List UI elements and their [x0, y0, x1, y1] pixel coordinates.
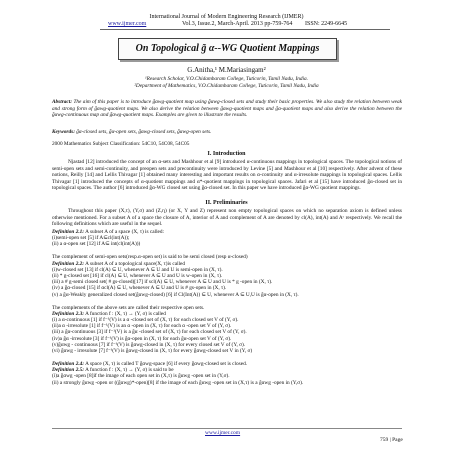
keywords-text: g̃α-closed sets, g̃α-open sets, g̃αwg-closed sets, g̃αwg-open sets.	[76, 129, 212, 135]
introduction-text: Njastad [12] introduced the concept of an α-sets and Mashhour et al [9] introduced α-continuous mappings in topological spaces. The topological notions of semi-open sets and semi-continuity, and preopen sets and precontinuity were introduced by Levine [5] and Mashhour et al [10] respectively. After advent of these notions, Reilly [14] and Lellis Thivagar [1] obtained many interesting and important results on α-continuity and α-irresolute mappings in topological spaces. Lellis Thivagar [1] introduced the concepts of α-quotient mappings and α*-quotient mappings in topological spaces. Jafari et al [15] have introduced g̃α-closed set in topological spaces. The author [6] introduced g̃α-WG closed set using g̃α-closed set. In this paper we have introduced g̃α-WG quotient mappings.	[52, 159, 402, 191]
issn: ISSN: 2249-6645	[305, 21, 348, 27]
preliminaries-line: Definition 2.5: A function f : (X, τ) → (Y, σ) is said to be	[52, 367, 174, 374]
preliminaries-line: The complements of the above sets are called their respective open sets.	[52, 304, 205, 311]
abstract-label: Abstract:	[52, 99, 73, 105]
journal-site-link[interactable]: www.ijmer.com	[108, 21, 147, 27]
preliminaries-line: (i) a α-continuous [1] if f⁻¹(V) is a α -closed set of (X, τ) for each closed set V of (Y, σ).	[52, 317, 239, 324]
preliminaries-heading: II. Preliminaries	[205, 200, 248, 206]
abstract-text: The aim of this paper is to introduce g̃αwg-quotient map using g̃αwg-closed sets and study their basic properties. We also study the relation between weak and strong form of g̃αwg-quotient maps. We also derive the relation between g̃αwg-quotient maps and g̃α-quotient maps and also derive the relation between the g̃αwg-continuous map and g̃αwg-quotient maps. Examples are given to illustrate the results.	[52, 99, 403, 118]
introduction-heading: I. Introduction	[207, 151, 246, 157]
msc-classification: 2000 Mathematics Subject Classification: 54C10, 54C08, 54C05	[52, 141, 190, 147]
preliminaries-line: (i)a g̃αwg -open [8]if the image of each open set in (X,τ) is g̃αwg -open set in (Y,σ).	[52, 373, 230, 380]
affiliation-2: ²Department of Mathematics, V.O.Chidambaram College, Tuticorin, Tamil Nadu, India	[134, 83, 319, 89]
preliminaries-intro: Throughout this paper (X,τ), (Y,σ) and (Z,η) (or X, Y and Z) represent non empty topological spaces on which no separation axiom is defined unless otherwise mentioned. For a subset A of a space the closure of A, interior of A and complement of A are denoted by cl(A), int(A) and Aᶜ respectively. We recall the following definitions which are useful in the sequel.	[52, 208, 402, 227]
preliminaries-line: (i)w-closed set [13] if cl(A) ⊆ U, whenever A ⊆ U and U is semi-open in (X, τ).	[52, 266, 223, 273]
preliminaries-line: Definition 2.4: A space (X, τ) is called T g̃αwg-space [6] if every g̃αwg-closed set is closed.	[52, 361, 248, 368]
preliminaries-line: (v) a g̃α-Weakly generalized closed set(g̃αwg-closed) [6] if Cl(Int(A)) ⊆ U, whenever A ⊆ U,U is g̃α-open in (X, τ).	[52, 291, 299, 298]
footer-divider	[52, 428, 402, 429]
preliminaries-line: (ii) a strongly g̃αwg -open or ((g̃αwg)*-open)[8] if the image of each g̃αwg -open set in (X,τ) is a g̃αwg -open in (Y,σ).	[52, 379, 304, 386]
preliminaries-line: (v)g̃αwg - continuous [7] if f⁻¹(V) is g̃αwg-closed in (X, τ) for every closed set V of (Y, σ).	[52, 341, 246, 348]
preliminaries-line: (iii) a # g-semi closed set( # gs-closed)[17] if scl(A) ⊆ U, whenever A ⊆ U and U is * g -open in (X, τ).	[52, 279, 273, 286]
paper-title: On Topological g̃ α--WG Quotient Mappings	[118, 38, 337, 60]
preliminaries-line: Definition 2.3: A function f : (X, τ) → (Y, σ) is called	[52, 310, 166, 317]
preliminaries-line: (vi) g̃αwg - irresolute [7] f⁻¹(V) is g̃αwg-closed in (X, τ) for every g̃αwg-closed set V in (Y, σ)	[52, 348, 253, 355]
footer-site-link[interactable]: www.ijmer.com	[205, 430, 241, 436]
preliminaries-line: (ii) a α-open set [12] if A⊆ int(cl(int(A)))	[52, 241, 141, 248]
volume-info: Vol.3, Issue.2, March-April. 2013 pp-759-764	[182, 21, 293, 27]
preliminaries-line: (ii) * g-closed set [16] if cl(A) ⊆ U, whenever A ⊆ U and U is w-open in (X, τ).	[52, 273, 223, 280]
preliminaries-line: (ii)a α -irresolute [1] if f⁻¹(V) is an α -open in (X, τ) for each α -open set V of (Y, σ).	[52, 323, 232, 330]
journal-name: International Journal of Modern Engineering Research (IJMER)	[149, 14, 304, 20]
page-number: 759 | Page	[380, 437, 403, 443]
keywords	[52, 129, 211, 135]
abstract	[52, 99, 402, 119]
preliminaries-line: (iv) a g̃α-closed [15] if αcl(A) ⊆ U, whenever A ⊆ U and U is # gs-open in (X, τ).	[52, 285, 227, 292]
preliminaries-line: Definition 2.2: A subset A of a topological space(X, τ)is called	[52, 260, 186, 267]
preliminaries-line: (iv)a g̃α -irresolute [3] if f⁻¹(V) is g̃α-open in (X, τ) for each g̃α-open set V of (Y, σ).	[52, 335, 232, 342]
preliminaries-line: (iii) a g̃α-continuous [3] if f⁻¹(V) is a g̃α -closed set of (X, τ) for each closed set V of (Y, σ).	[52, 329, 247, 336]
preliminaries-line: (i)semi-open set [5] if A⊆cl(int(A));	[52, 235, 130, 242]
authors: G.Anitha,¹ M.Mariasingam²	[187, 66, 266, 74]
keywords-label: Keywords:	[52, 129, 75, 135]
affiliation-1: ¹Research Scholar, V.O.Chidambaram College, Tuticorin, Tamil Nadu, India.	[145, 76, 308, 82]
header-divider	[100, 29, 390, 30]
preliminaries-line: Definition 2.1: A subset A of a space (X, τ) is called:	[52, 229, 165, 235]
preliminaries-line: The complement of semi-open sets(resp.α-open set) is said to be semi closed (resp α-closed)	[52, 254, 248, 261]
